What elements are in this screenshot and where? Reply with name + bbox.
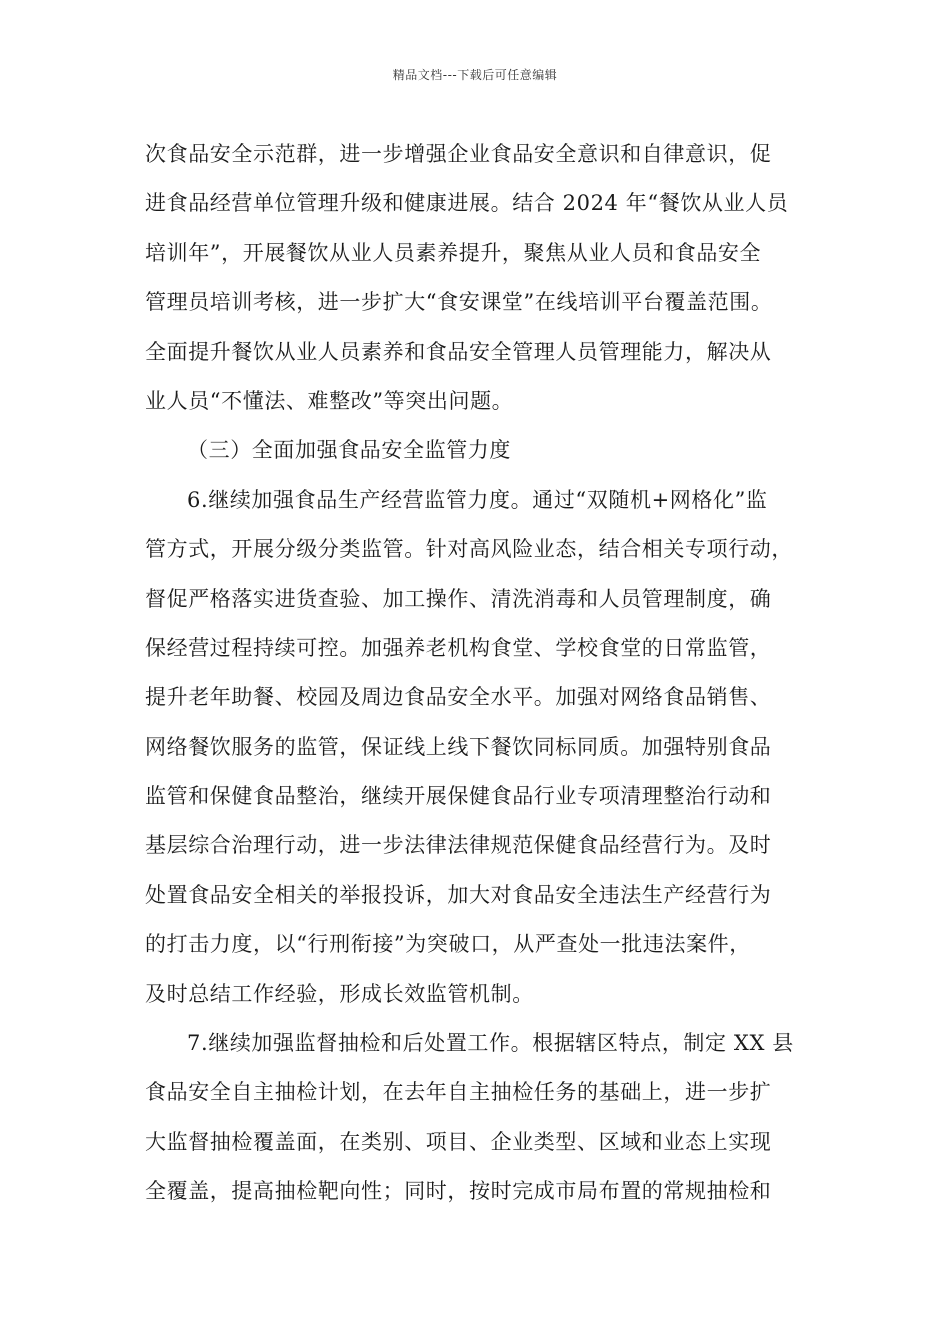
text-line: 保经营过程持续可控。加强养老机构食堂、学校食堂的日常监管， [145, 635, 772, 660]
page-header: 精品文档---下载后可任意编辑 [392, 68, 558, 82]
text-line: 管理员培训考核，进一步扩大“食安课堂”在线培训平台覆盖范围。 [145, 290, 773, 315]
text-line: 次食品安全示范群，进一步增强企业食品安全意识和自律意识，促 [145, 142, 772, 166]
paragraph-start-7: 7.继续加强监督抽检和后处置工作。根据辖区特点，制定 XX 县 [187, 1031, 794, 1056]
paragraph-start-6: 6.继续加强食品生产经营监管力度。通过“双随机+网格化”监 [187, 487, 768, 512]
text-line: 及时总结工作经验，形成长效监管机制。 [145, 981, 534, 1006]
text-line: 处置食品安全相关的举报投诉，加大对食品安全违法生产经营行为 [145, 882, 772, 907]
text-line: 大监督抽检覆盖面，在类别、项目、企业类型、区域和业态上实现 [145, 1129, 772, 1154]
text-line: 全面提升餐饮从业人员素养和食品安全管理人员管理能力，解决从 [145, 339, 772, 364]
text-line: 督促严格落实进货查验、加工操作、清洗消毒和人员管理制度，确 [145, 586, 772, 611]
document-body [145, 130, 815, 1217]
text-line: 基层综合治理行动，进一步法律法律规范保健食品经营行为。及时 [145, 833, 772, 858]
text-line: 培训年”，开展餐饮从业人员素养提升，聚焦从业人员和食品安全 [145, 240, 762, 265]
text-line: 进食品经营单位管理升级和健康进展。结合 2024 年“餐饮从业人员 [145, 191, 789, 216]
section-heading: （三）全面加强食品安全监管力度 [187, 438, 511, 463]
text-line: 全覆盖，提高抽检靶向性；同时，按时完成市局布置的常规抽检和 [145, 1179, 772, 1204]
text-line: 监管和保健食品整治，继续开展保健食品行业专项清理整治行动和 [145, 784, 772, 809]
text-line: 提升老年助餐、校园及周边食品安全水平。加强对网络食品销售、 [145, 685, 772, 710]
text-line: 的打击力度，以“行刑衔接”为突破口，从严查处一批违法案件， [145, 932, 751, 957]
text-line: 食品安全自主抽检计划，在去年自主抽检任务的基础上，进一步扩 [145, 1080, 772, 1105]
text-line: 网络餐饮服务的监管，保证线上线下餐饮同标同质。加强特别食品 [145, 734, 772, 759]
text-line: 管方式，开展分级分类监管。针对高风险业态，结合相关专项行动， [145, 537, 793, 562]
text-line: 业人员“不懂法、难整改”等突出问题。 [145, 388, 514, 413]
